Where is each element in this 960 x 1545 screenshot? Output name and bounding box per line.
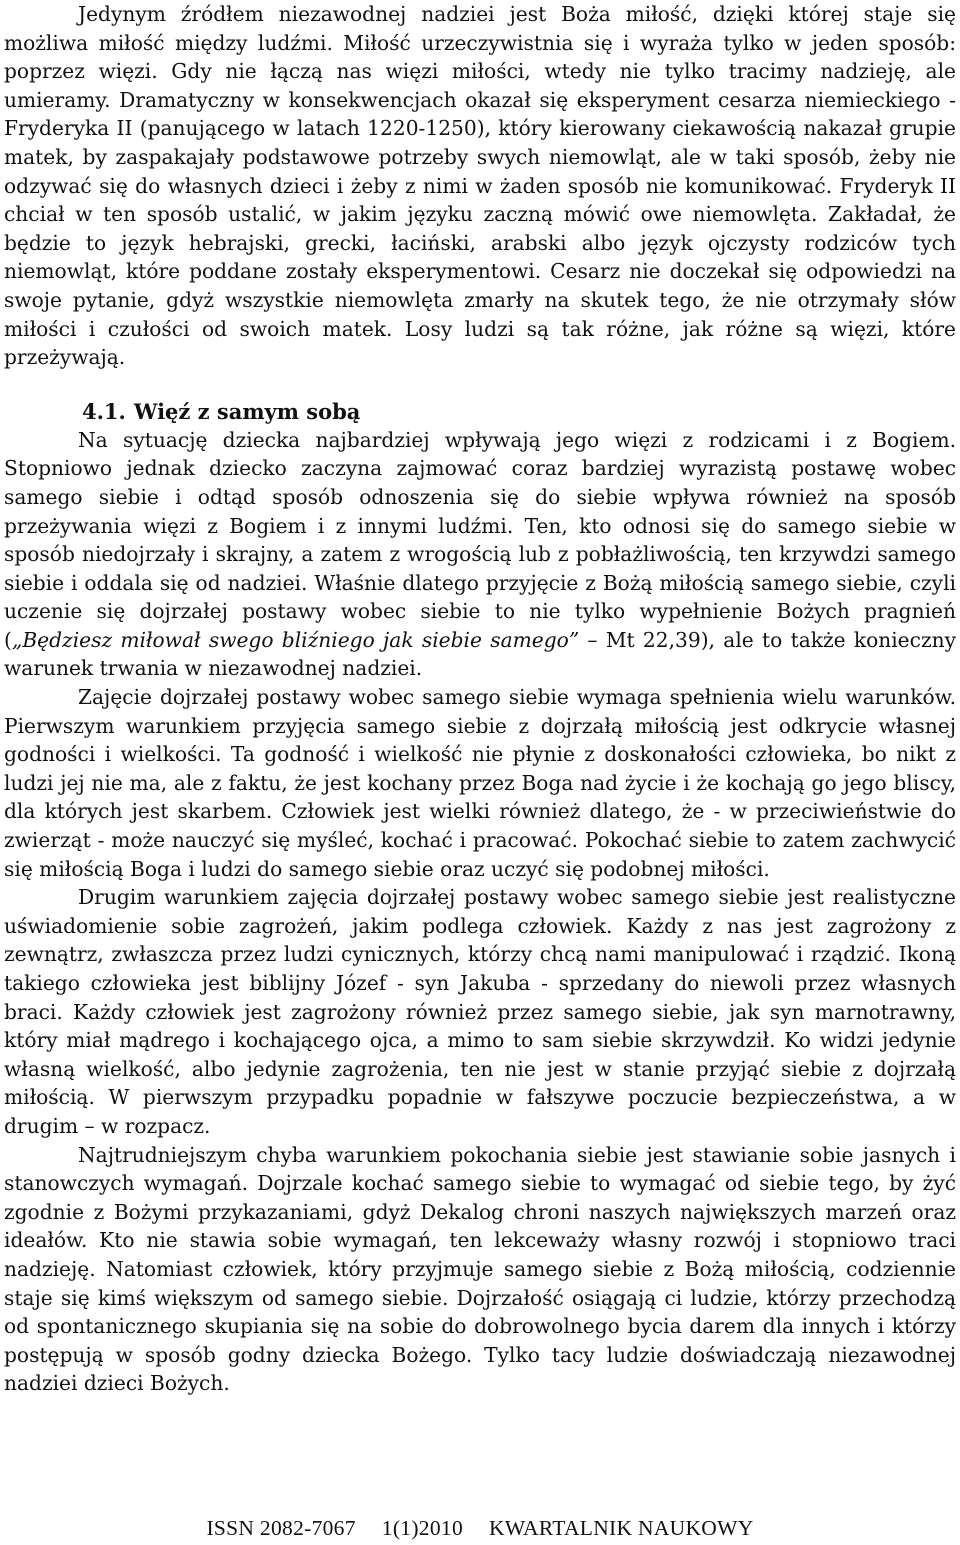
section-title: Więź z samym sobą — [133, 398, 361, 424]
page-footer — [0, 1516, 960, 1541]
body-text — [4, 0, 956, 1398]
paragraph-intro: Jedynym źródłem niezawodnej nadziei jest Boża miłość, dzięki której staje się możliwa miłość między ludźmi. Miłość urzeczywistnia się i wyraża tylko w jeden sposób: poprzez więzi. Gdy nie łączą nas więzi miłości, wtedy nie tylko tracimy nadzieję, ale umieramy. Dramatyczny w konsekwencjach okazał się eksperyment cesarza niemieckiego - Fryderyka II (panującego w latach 1220-1250), który kierowany ciekawością nakazał grupie matek, by zaspakajały podstawowe potrzeby swych niemowląt, ale w taki sposób, żeby nie odzywać się do własnych dzieci i żeby z nimi w żaden sposób nie komunikować. Fryderyk II chciał w ten sposób ustalić, w jakim języku zaczną mówić owe niemowlęta. Zakładał, że będzie to język hebrajski, grecki, łaciński, arabski albo język ojczysty rodziców tych niemowląt, które poddane zostały eksperymentowi. Cesarz nie doczekał się odpowiedzi na swoje pytanie, gdyż wszystkie niemowlęta zmarły na skutek tego, że nie otrzymały słów miłości i czułości od swoich matek. Losy ludzi są tak różne, jak różne są więzi, które przeżywają. — [4, 2, 956, 370]
footer-journal: KWARTALNIK NAUKOWY — [489, 1516, 754, 1540]
paragraph-third-condition: Najtrudniejszym chyba warunkiem pokochania siebie jest stawianie sobie jasnych i stanowczych wymagań. Dojrzale kochać samego siebie to wymagać od siebie tego, by żyć zgodnie z Bożymi przykazaniami, gdyż Dekalog chroni naszych największych marzeń oraz ideałów. Kto nie stawia sobie wymagań, ten lekceważy własny rozwój i stopniowo traci nadzieję. Natomiast człowiek, który przyjmuje samego siebie z Bożą miłością, codziennie staje się kimś większym od samego siebie. Dojrzałość osiągają ci ludzie, którzy przechodzą od spontanicznego skupiania się na sobie do dobrowolnego bycia darem dla innych i którzy postępują w sposób godny dziecka Bożego. Tylko tacy ludzie doświadczają niezawodnej nadziei dzieci Bożych. — [4, 1142, 956, 1396]
paragraph-text-before-quote: Na sytuację dziecka najbardziej wpływają jego więzi z rodzicami i z Bogiem. Stopniowo jednak dziecko zaczyna zajmować coraz bardziej wyrazistą postawę wobec samego siebie i odtąd sposób odnoszenia się do siebie wpływa również na sposób przeżywania więzi z Bogiem i z innymi ludźmi. Ten, kto odnosi się do samego siebie w sposób niedojrzały i skrajny, a zatem z wrogością lub z pobłażliwością, ten krzywdzi samego siebie i oddala się od nadziei. Właśnie dlatego przyjęcie z Bożą miłością samego siebie, czyli uczenie się dojrzałej postawy wobec siebie to nie tylko wypełnienie Bożych pragnień ( — [4, 427, 956, 652]
bible-quote: „Będziesz miłował swego bliźniego jak siebie samego” — [11, 627, 580, 652]
section-number: 4.1. — [82, 398, 126, 424]
footer-issn: ISSN 2082-7067 — [206, 1516, 356, 1540]
section-heading — [82, 398, 956, 426]
paragraph-second-condition: Drugim warunkiem zajęcia dojrzałej postawy wobec samego siebie jest realistyczne uświadomienie sobie zagrożeń, jakim podlega człowiek. Każdy z nas jest zagrożony z zewnątrz, zwłaszcza przez ludzi cynicznych, którzy chcą nami manipulować i rządzić. Ikoną takiego człowieka jest biblijny Józef - syn Jakuba - sprzedany do niewoli przez własnych braci. Każdy człowiek jest zagrożony również przez samego siebie, jak syn marnotrawny, który miał mądrego i kochającego ojca, a mimo to sam siebie skrzywdził. Ko widzi jedynie własną wielkość, albo jedynie zagrożenia, ten nie jest w stanie przyjąć siebie z dojrzałą miłością. W pierwszym przypadku popadnie w fałszywe poczucie bezpieczeństwa, a w drugim – w rozpacz. — [4, 885, 956, 1138]
footer-issue: 1(1)2010 — [381, 1516, 464, 1540]
paragraph-first-condition: Zajęcie dojrzałej postawy wobec samego siebie wymaga spełnienia wielu warunków. Pierwszym warunkiem przyjęcia samego siebie z dojrzałą miłością jest odkrycie własnej godności i wielkości. Ta godność i wielkość nie płynie z doskonałości człowieka, bo nikt z ludzi jej nie ma, ale z faktu, że jest kochany przez Boga nad życie i że kochają go jego bliscy, dla których jest skarbem. Człowiek jest wielki również dlatego, że - w przeciwieństwie do zwierząt - może nauczyć się myśleć, kochać i pracować. Pokochać siebie to zatem zachwycić się miłością Boga i ludzi do samego siebie oraz uczyć się podobnej miłości. — [4, 685, 956, 881]
paragraph-self-relation — [4, 426, 956, 683]
paragraph-text-after-quote: – Mt 22,39), ale to także konieczny warunek trwania w niezawodnej nadziei. — [4, 627, 956, 681]
